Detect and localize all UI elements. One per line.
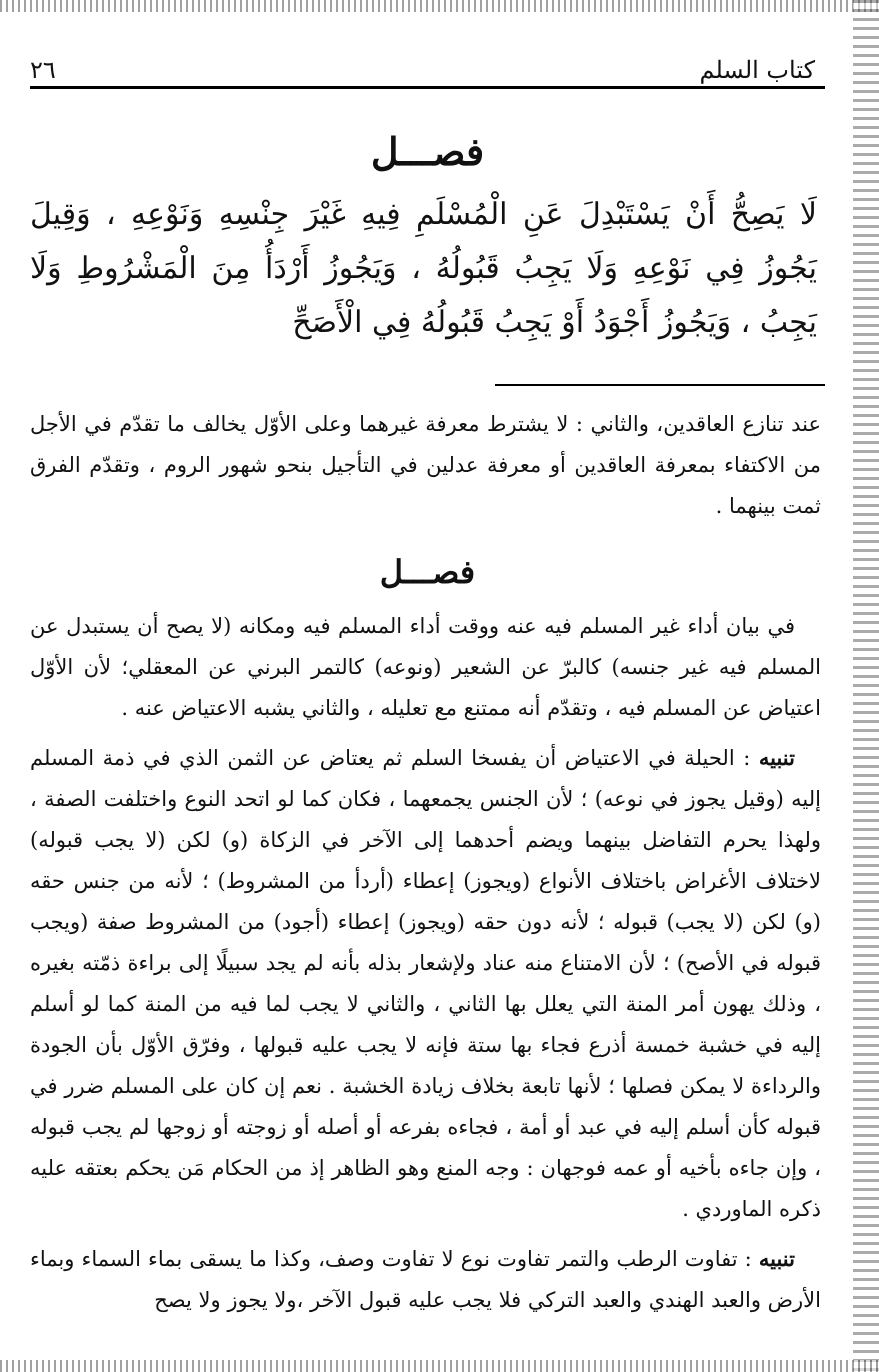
matn-text: لَا يَصِحُّ أَنْ يَسْتَبْدِلَ عَنِ الْمُسْلَمِ فِيهِ غَيْرَ جِنْسِهِ وَنَوْعِهِ ، وَقِيلَ يَجُوزُ فِي نَوْعِهِ وَلَا يَجِبُ قَبُولُهُ ، وَيَجُوزُ أَرْدَأُ مِنَ الْمَشْرُوطِ وَلَا يَجِبُ ، وَيَجُوزُ أَجْوَدُ أَوْ يَجِبُ قَبُولُهُ فِي الْأَصَحِّ xyxy=(30,197,817,340)
commentary-body xyxy=(30,605,821,1321)
page-number: ٢٦ xyxy=(30,56,56,84)
commentary-paragraph xyxy=(30,737,821,1230)
separator-rule xyxy=(495,384,825,386)
paragraph-label: تنبيه xyxy=(758,1246,795,1271)
ornamental-border-top xyxy=(0,0,879,12)
paragraph-label: تنبيه xyxy=(758,745,795,770)
book-page xyxy=(30,14,825,1359)
commentary-paragraph xyxy=(30,605,821,729)
commentary-top-text: عند تنازع العاقدين، والثاني : لا يشترط معرفة غيرهما وعلى الأوّل يخالف ما تقدّم في الأجل من الاكتفاء بمعرفة العاقدين أو معرفة عدلين في التأجيل بنحو شهور الروم ، وتقدّم الفرق ثمت بينهما . xyxy=(30,412,821,518)
paragraph-text: : تفاوت الرطب والتمر تفاوت نوع لا تفاوت وصف، وكذا ما يسقى بماء السماء وبماء الأرض والعبد الهندي والعبد التركي فلا يجب عليه قبول الآخر ،ولا يجوز ولا يصح xyxy=(30,1247,821,1312)
section-title-2: فصـــل xyxy=(379,553,476,591)
paragraph-text: في بيان أداء غير المسلم فيه عنه ووقت أداء المسلم فيه ومكانه (لا يصح أن يستبدل عن المسلم فيه غير جنسه) كالبرّ عن الشعير (ونوعه) كالتمر البرني عن المعقلي؛ لأن الأوّل اعتياض عن المسلم فيه ، وتقدّم أنه ممتنع مع تعليله ، والثاني يشبه الاعتياض عنه . xyxy=(30,614,821,720)
commentary-paragraph xyxy=(30,1238,821,1321)
commentary-top xyxy=(30,404,821,527)
running-title: كتاب السلم xyxy=(699,56,815,84)
ornamental-border-bottom xyxy=(0,1360,879,1372)
ornamental-border-right xyxy=(853,0,879,1372)
page-header xyxy=(30,14,825,89)
paragraph-text: : الحيلة في الاعتياض أن يفسخا السلم ثم يعتاض عن الثمن الذي في ذمة المسلم إليه (وقيل يجوز في نوعه) ؛ لأن الجنس يجمعهما ، فكان كما لو اتحد النوع واختلفت الصفة ، ولهذا يحرم التفاضل بينهما ويضم أحدهما إلى الآخر في الزكاة (و) لكن (لا يجب قبوله) لاختلاف الأغراض باختلاف الأنواع (ويجوز) إعطاء (أردأ من المشروط) ؛ لأنه من جنس حقه (و) لكن (لا يجب) قبوله ؛ لأنه دون حقه (ويجوز) إعطاء (أجود) من المشروط صفة (ويجب قبوله في الأصح) ؛ لأن الامتناع منه عناد ولإشعار بذله بأنه لم يجد سبيلًا إلى براءة ذمّته بغيره ، وذلك يهون أمر المنة التي يعلل بها الثاني ، والثاني لا يجب لما فيه من المنة كما لو أسلم إليه في خشبة خمسة أذرع فجاء بها ستة فإنه لا يجب عليه قبولها ، وفرّق الأوّل بأن الجودة والرداءة لا يمكن فصلها ؛ لأنها تابعة بخلاف زيادة الخشبة . نعم إن كان على المسلم ضرر في قبوله كأن أسلم إليه في عبد أو أمة ، فجاءه بفرعه أو أصله أو زوجته أو زوجها لم يجب قبوله ، وإن جاءه بأخيه أو عمه فوجهان : وجه المنع وهو الظاهر إذ من الحكام مَن يحكم بعتقه عليه ذكره الماوردي . xyxy=(30,746,821,1221)
section-title-1: فصـــل xyxy=(370,129,485,174)
separator-wrap xyxy=(30,360,825,386)
